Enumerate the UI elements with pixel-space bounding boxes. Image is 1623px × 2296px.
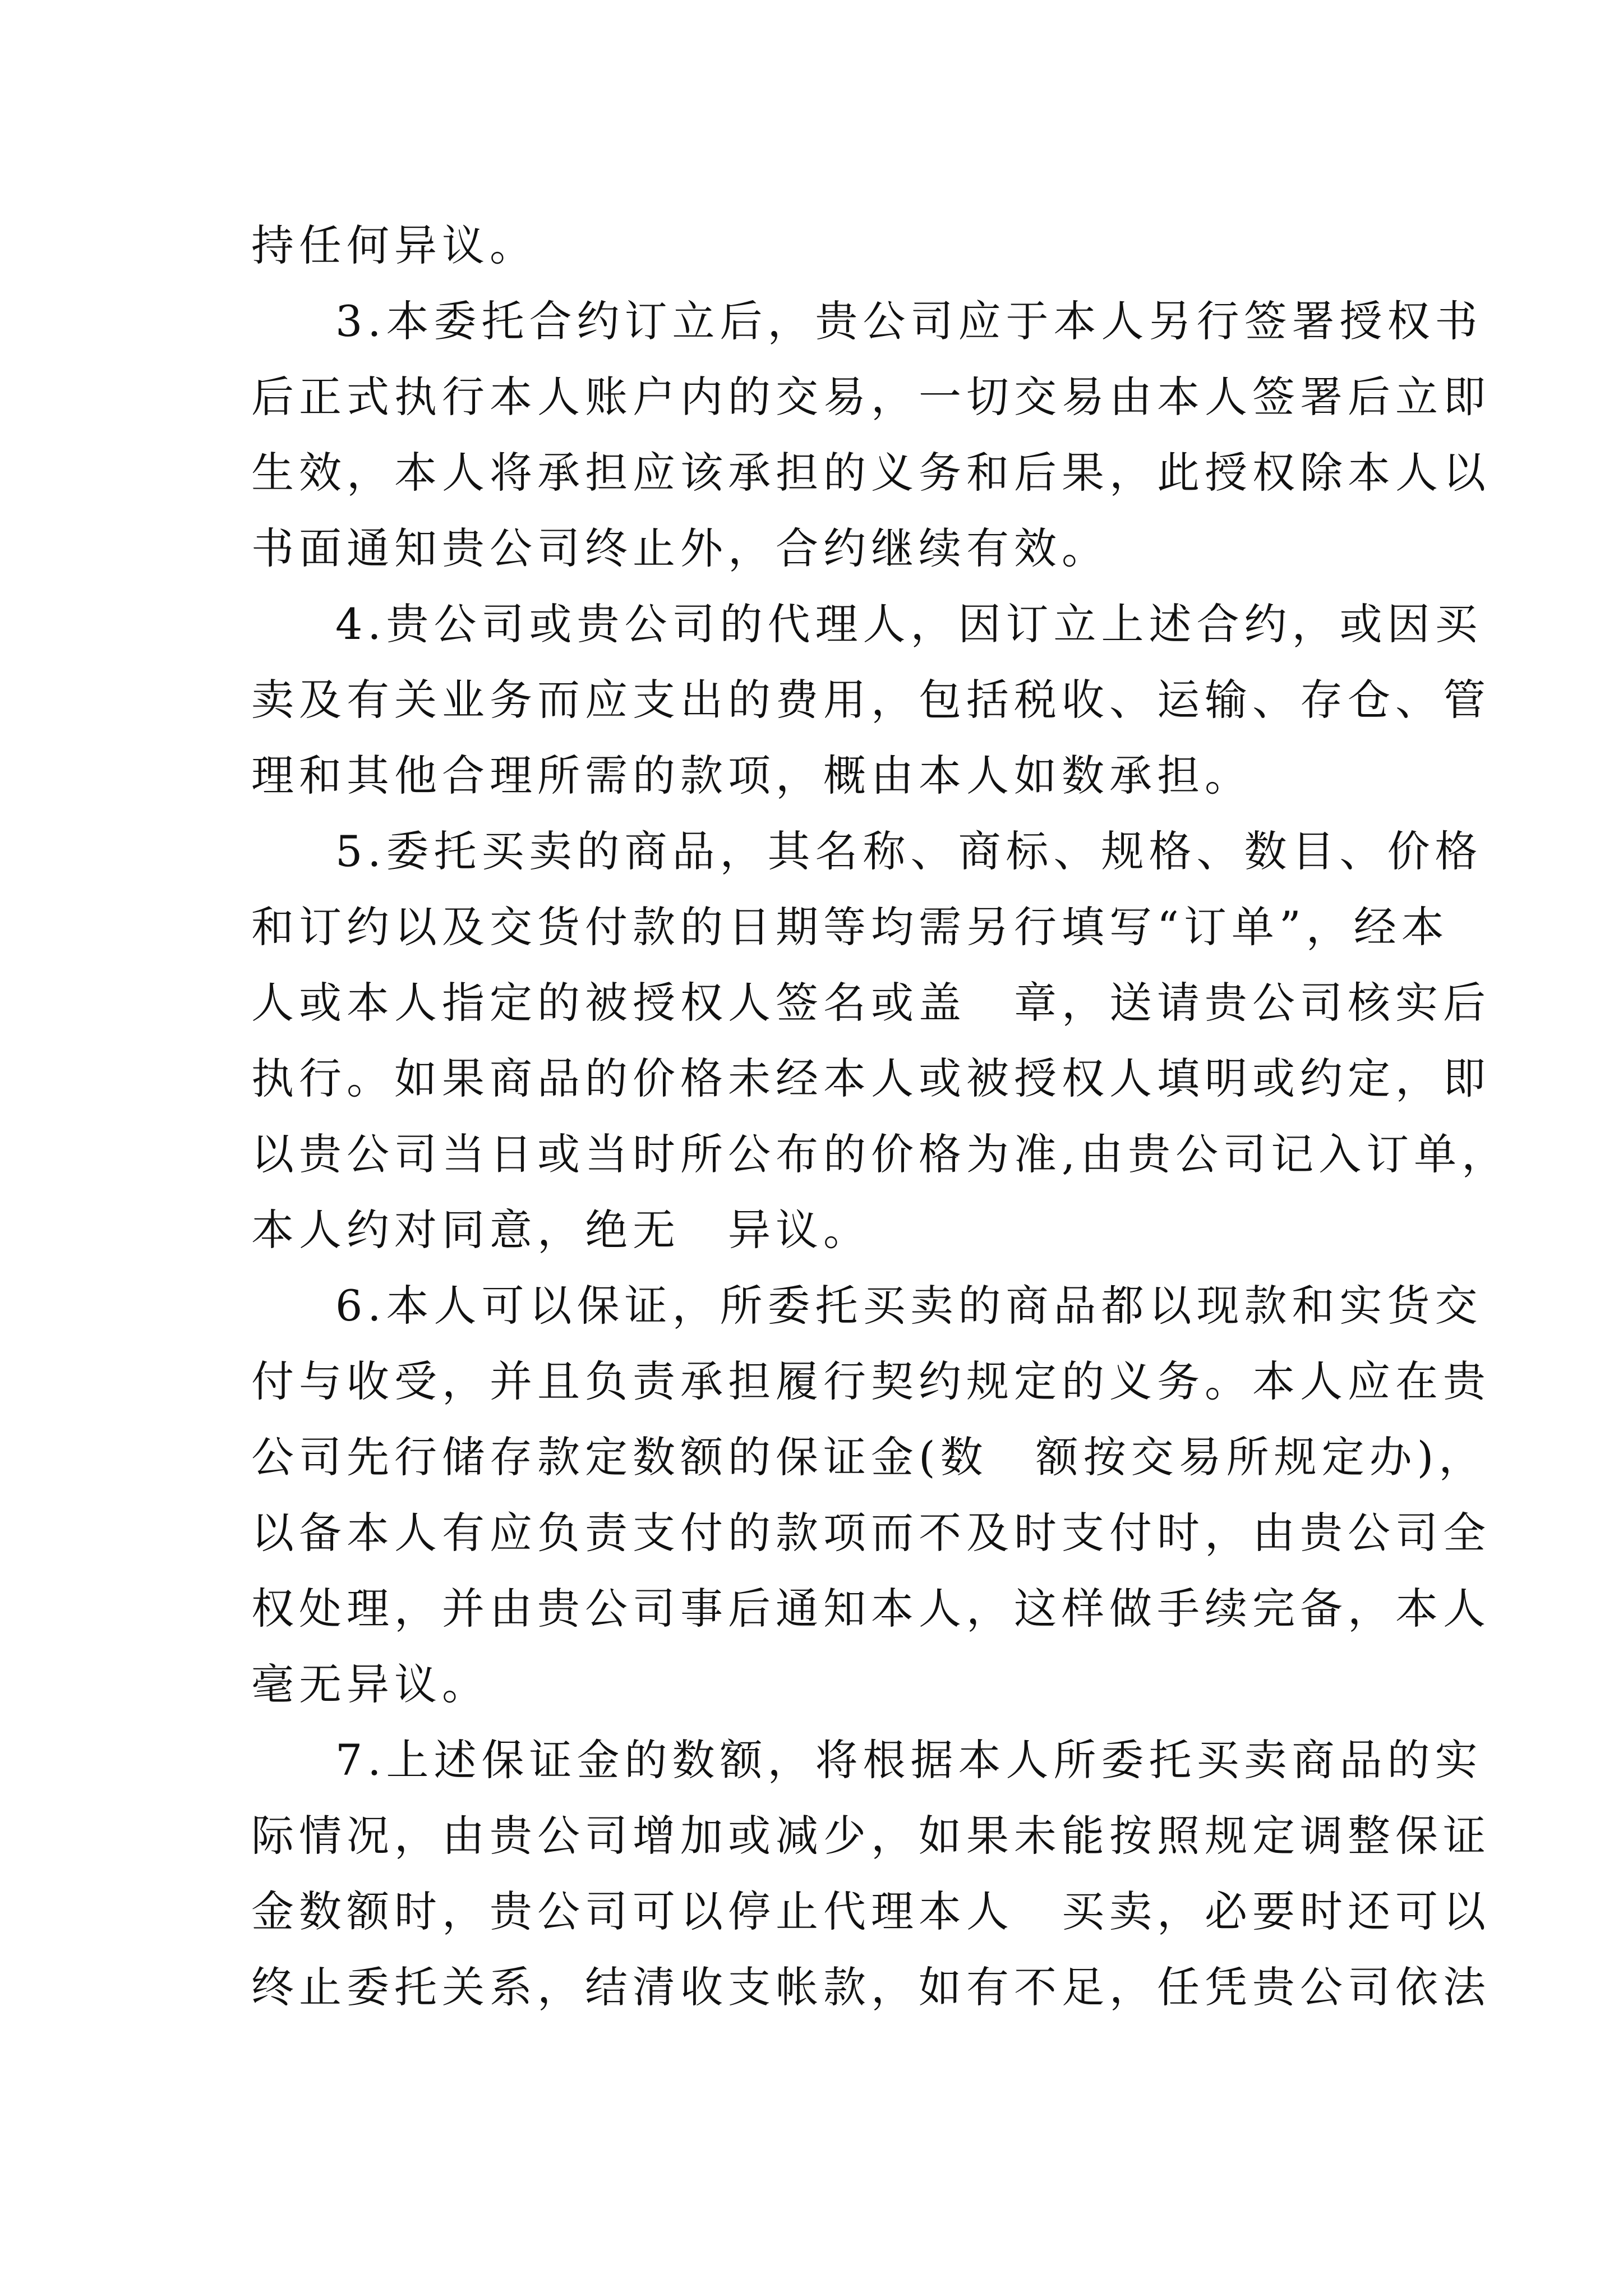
text-line: 持任何异议。 (251, 220, 537, 270)
text-line: 金数额时，贵公司可以停止代理本人 买卖，必要时还可以 (251, 1887, 1491, 1936)
clause-4-start: 4.贵公司或贵公司的代理人，因订立上述合约，或因买 (335, 599, 1483, 649)
body-text (251, 208, 1510, 2025)
text-line: 本人约对同意，绝无 异议。 (251, 1205, 871, 1255)
text-line: 付与收受，并且负责承担履行契约规定的义务。本人应在贵 (251, 1356, 1491, 1406)
text-line: 毫无异议。 (251, 1659, 490, 1709)
text-line: 生效，本人将承担应该承担的义务和后果，此授权除本人以 (251, 448, 1491, 498)
text-line: 书面通知贵公司终止外，合约继续有效。 (251, 523, 1109, 573)
clause-6-start: 6.本人可以保证，所委托买卖的商品都以现款和实货交 (335, 1281, 1483, 1331)
clause-3-start: 3.本委托合约订立后，贵公司应于本人另行签署授权书 (335, 296, 1483, 346)
clause-7-start: 7.上述保证金的数额，将根据本人所委托买卖商品的实 (335, 1735, 1483, 1785)
text-line: 公司先行储存款定数额的保证金(数 额按交易所规定办)， (251, 1432, 1487, 1482)
text-line: 以备本人有应负责支付的款项而不及时支付时，由贵公司全 (251, 1508, 1491, 1558)
text-line: 际情况，由贵公司增加或减少，如果未能按照规定调整保证 (251, 1811, 1491, 1861)
text-line: 执行。如果商品的价格未经本人或被授权人填明或约定，即 (251, 1053, 1491, 1103)
text-line: 终止委托关系，结清收支帐款，如有不足，任凭贵公司依法 (251, 1962, 1491, 2012)
text-line: 后正式执行本人账户内的交易，一切交易由本人签署后立即 (251, 372, 1491, 422)
text-line: 和订约以及交货付款的日期等均需另行填写“订单”，经本 (251, 902, 1449, 952)
text-line: 理和其他合理所需的款项，概由本人如数承担。 (251, 751, 1252, 800)
text-line: 人或本人指定的被授权人签名或盖 章，送请贵公司核实后 (251, 978, 1491, 1028)
clause-5-start: 5.委托买卖的商品，其名称、商标、规格、数目、价格 (335, 826, 1483, 876)
text-line: 以贵公司当日或当时所公布的价格为准,由贵公司记入订单， (251, 1129, 1510, 1179)
text-line: 权处理，并由贵公司事后通知本人，这样做手续完备，本人 (251, 1584, 1491, 1634)
text-line: 卖及有关业务而应支出的费用，包括税收、运输、存仓、管 (251, 675, 1491, 725)
